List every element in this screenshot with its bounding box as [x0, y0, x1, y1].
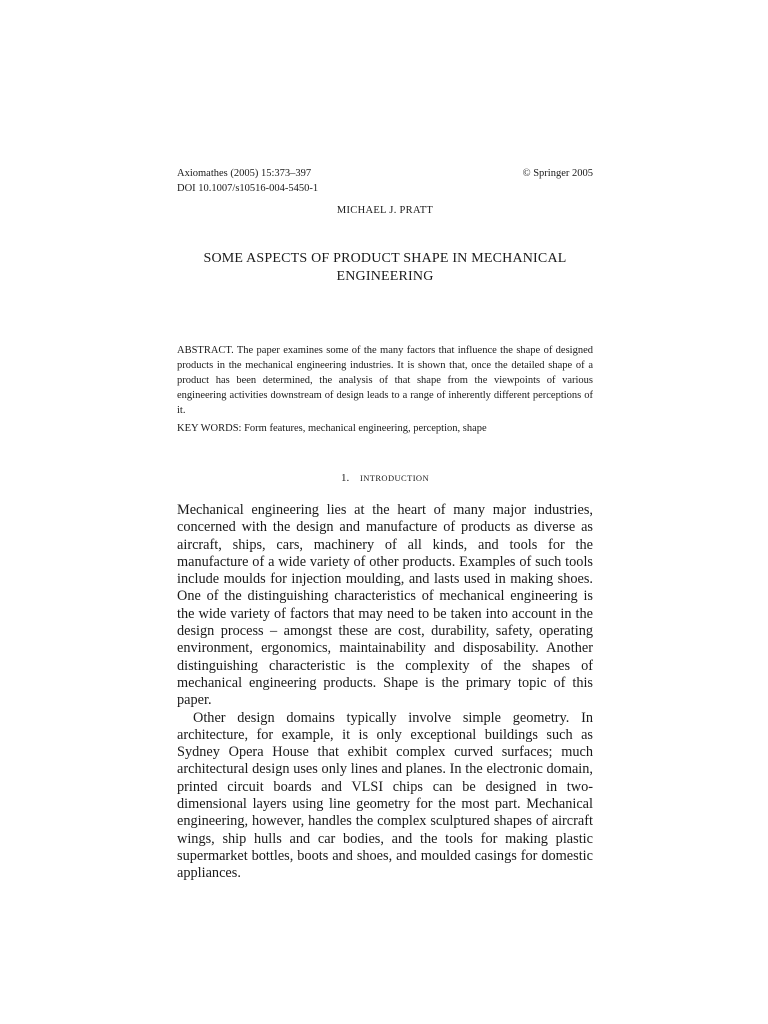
- section-heading: [177, 472, 593, 484]
- abstract: [177, 343, 593, 418]
- keywords: [177, 421, 593, 436]
- paper-title: [177, 250, 593, 286]
- author-name: MICHAEL J. PRATT: [336, 205, 434, 216]
- abstract-text: The paper examines some of the many factors that influence the shape of designed products in the mechanical engineering industries. It is shown that, once the detailed shape of a product has been determined, the analysis of that shape from the viewpoints of various engineering activities downstream of design leads to a range of inherently different perceptions of it.: [177, 345, 593, 416]
- abstract-label: ABSTRACT.: [177, 345, 234, 356]
- copyright-notice: © Springer 2005: [522, 168, 593, 179]
- paragraph: Other design domains typically involve simple geometry. In architecture, for example, it is only exceptional buildings such as Sydney Opera House that exhibit complex curved surfaces; much architectural design uses only lines and planes. In the electronic domain, printed circuit boards and VLSI chips can be designed in two-dimensional layers using line geometry for the most part. Mechanical engineering, however, handles the complex sculptured shapes of aircraft wings, ship hulls and car bodies, and the tools for making plastic supermarket bottles, boots and shoes, and moulded casings for domestic appliances.: [177, 709, 593, 882]
- page-header: [177, 166, 593, 196]
- keywords-text: Form features, mechanical engineering, perception, shape: [244, 423, 487, 434]
- title-line-1: SOME ASPECTS OF PRODUCT SHAPE IN MECHANICAL: [203, 251, 567, 266]
- keywords-label: KEY WORDS:: [177, 423, 242, 434]
- title-line-2: ENGINEERING: [336, 269, 434, 284]
- body-text: [177, 502, 593, 883]
- journal-citation: Axiomathes (2005) 15:373–397: [177, 168, 312, 179]
- doi: DOI 10.1007/s10516-004-5450-1: [177, 183, 319, 194]
- section-title: INTRODUCTION: [359, 473, 429, 483]
- paragraph: Mechanical engineering lies at the heart of many major industries, concerned with the design and manufacture of products as diverse as aircraft, ships, cars, machinery of all kinds, and tools for the manufacture of a wide variety of other products. Examples of such tools include moulds for injection moulding, and lasts used in making shoes. One of the distinguishing characteristics of mechanical engineering is the wide variety of factors that may need to be taken into account in the design process – amongst these are cost, durability, safety, operating environment, ergonomics, maintainability and disposability. Another distinguishing characteristic is the complexity of the shapes of mechanical engineering products. Shape is the primary topic of this paper.: [177, 502, 593, 709]
- section-number: 1.: [340, 472, 350, 484]
